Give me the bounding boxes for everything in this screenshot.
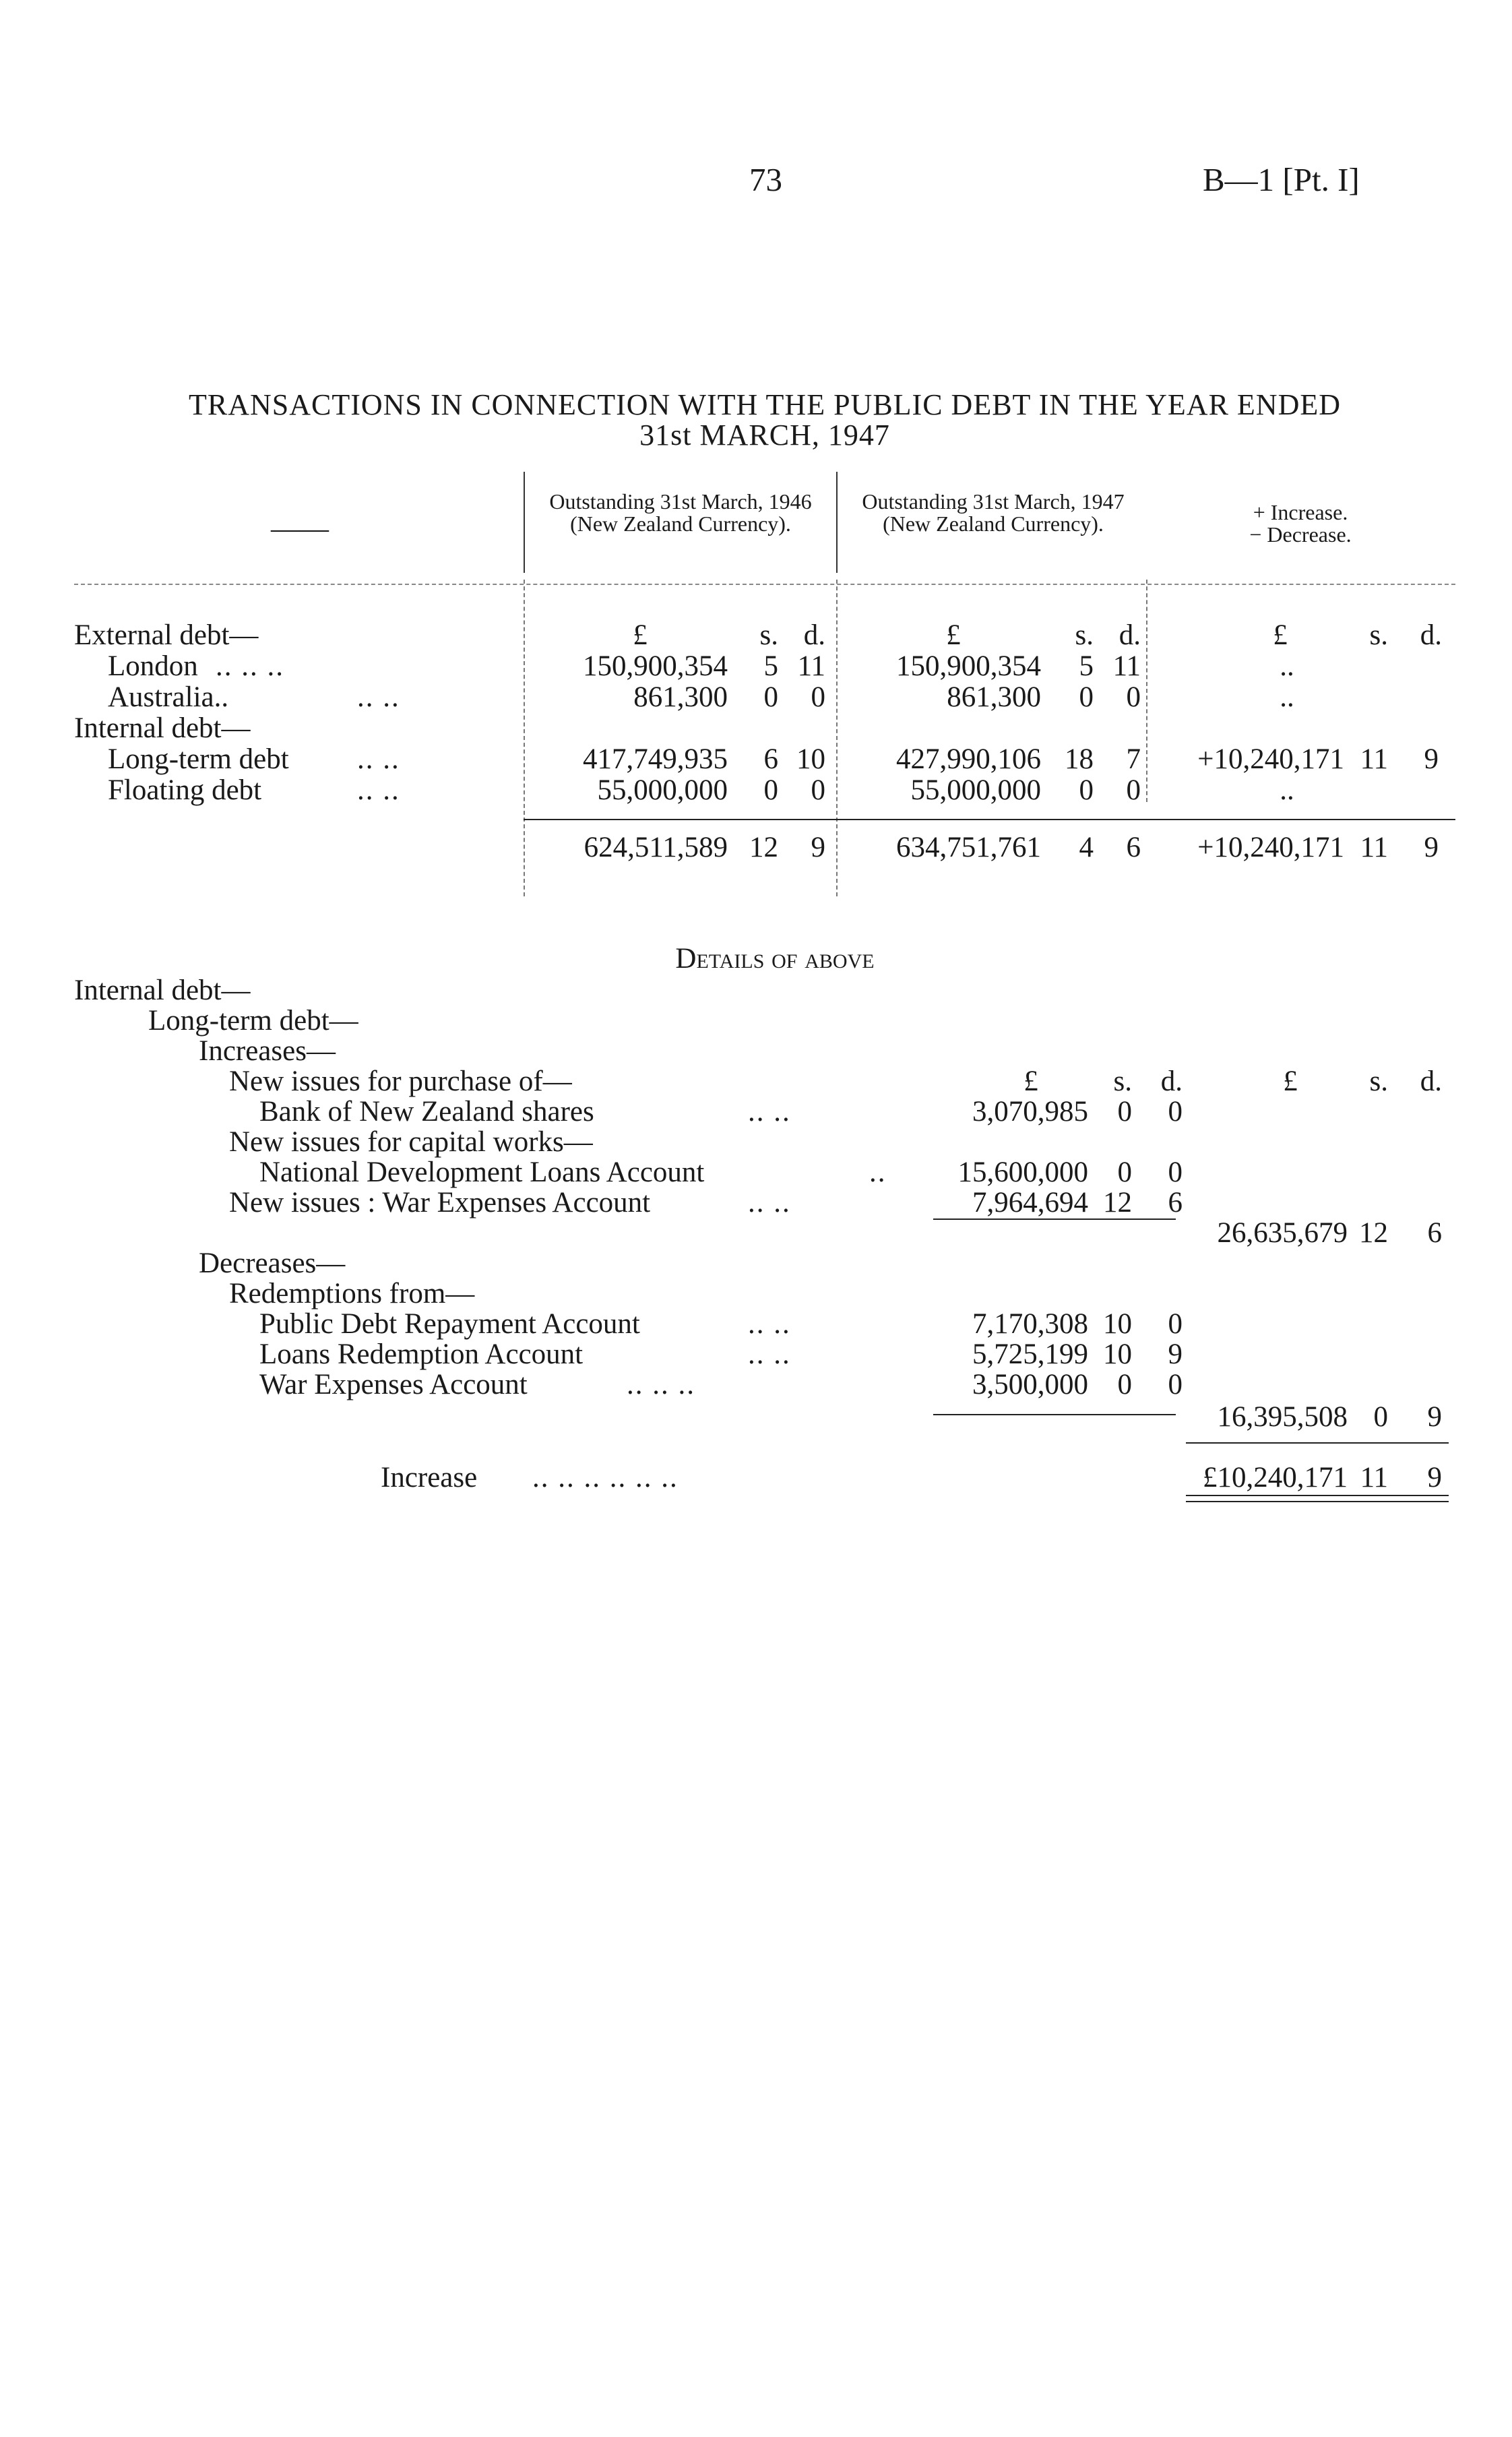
increase-item-pounds: 15,600,000 (957, 1156, 1088, 1188)
document-reference: B—1 [Pt. I] (1203, 161, 1360, 198)
final-double-rule (1186, 1495, 1449, 1496)
decrease-item-pence: 9 (1168, 1338, 1183, 1370)
leader-dots: .. .. (357, 743, 400, 775)
pence-unit: d. (803, 619, 825, 651)
increase-item-pounds: 7,964,694 (972, 1187, 1088, 1218)
row-label: London (108, 650, 198, 682)
shilling-unit: s. (1369, 619, 1388, 651)
cell-1947-pence: 7 (1126, 743, 1141, 775)
leader-dots: .. .. (357, 681, 400, 713)
increase-item-shillings: 0 (1117, 1096, 1132, 1128)
cell-1947-pounds: 427,990,106 (896, 743, 1041, 775)
row-label: External debt— (74, 619, 259, 651)
cell-1947-shillings: 18 (1065, 743, 1094, 775)
pound-unit: £ (1283, 1066, 1298, 1097)
total-1947-shillings: 4 (1079, 832, 1094, 863)
cell-1946-shillings: 6 (763, 743, 778, 775)
increase-item-pounds: 3,070,985 (972, 1096, 1088, 1128)
cell-1947-pence: 11 (1112, 650, 1141, 682)
cell-1946-pence: 0 (811, 681, 825, 713)
net-increase-shillings: 11 (1360, 1462, 1388, 1493)
cell-1946-pence: 0 (811, 774, 825, 806)
page-title: TRANSACTIONS IN CONNECTION WITH THE PUBLIC DEBT IN THE YEAR ENDED (188, 388, 1342, 421)
cell-change-pounds: .. (1280, 681, 1294, 713)
shilling-unit: s. (1075, 619, 1094, 651)
column-divider (524, 580, 525, 896)
decrease-item-shillings: 10 (1103, 1338, 1132, 1370)
column-divider (836, 580, 838, 896)
increase-item-pence: 0 (1168, 1096, 1183, 1128)
increase-item-label: National Development Loans Account (259, 1156, 705, 1188)
header-rule (74, 584, 1455, 585)
increases-heading: Increases— (199, 1035, 336, 1067)
increases-total-pounds: 26,635,679 (1217, 1217, 1348, 1249)
cell-1947-pence: 0 (1126, 774, 1141, 806)
cell-1947-shillings: 0 (1079, 681, 1094, 713)
decrease-item-shillings: 10 (1103, 1308, 1132, 1340)
cell-1947-shillings: 0 (1079, 774, 1094, 806)
pound-unit: £ (946, 619, 961, 651)
leader-dots: .. .. (748, 1308, 791, 1340)
total-1946-shillings: 12 (749, 832, 778, 863)
leader-dots: .. .. .. (627, 1369, 695, 1400)
total-rule (524, 819, 1455, 820)
long-term-debt-heading: Long-term debt— (148, 1005, 358, 1037)
leader-dots: .. (869, 1156, 887, 1188)
increases-subtotal-rule (933, 1218, 1176, 1220)
leader-dots: .. .. .. (216, 650, 284, 682)
cell-1946-pounds: 55,000,000 (597, 774, 728, 806)
cell-1947-shillings: 5 (1079, 650, 1094, 682)
purchase-heading: New issues for purchase of— (229, 1066, 572, 1097)
cell-change-pounds: .. (1280, 650, 1294, 682)
cell-1947-pounds: 150,900,354 (896, 650, 1041, 682)
page-number: 73 (749, 161, 782, 198)
cell-change-pence: 9 (1424, 743, 1439, 775)
total-1946-pence: 9 (811, 832, 825, 863)
decreases-total-pence: 9 (1427, 1401, 1442, 1433)
cell-change-pounds: +10,240,171 (1197, 743, 1344, 775)
redemptions-heading: Redemptions from— (229, 1278, 475, 1309)
cell-1947-pounds: 861,300 (947, 681, 1041, 713)
total-change-pence: 9 (1424, 832, 1439, 863)
total-1946-pounds: 624,511,589 (584, 832, 728, 863)
pound-unit: £ (1023, 1066, 1038, 1097)
decrease-item-pounds: 7,170,308 (972, 1308, 1088, 1340)
increase-label: Increase (381, 1462, 478, 1493)
decrease-item-label: Public Debt Repayment Account (259, 1308, 640, 1340)
row-label: Internal debt— (74, 712, 251, 744)
column-divider (1146, 580, 1147, 802)
total-1947-pence: 6 (1126, 832, 1141, 863)
decrease-legend: − Decrease. (1249, 522, 1352, 547)
page-subtitle: 31st MARCH, 1947 (639, 419, 890, 452)
total-change-pounds: +10,240,171 (1197, 832, 1344, 863)
cell-change-pounds: .. (1280, 774, 1294, 806)
cell-1947-pounds: 55,000,000 (910, 774, 1041, 806)
pence-unit: d. (1160, 1066, 1183, 1097)
decreases-subtotal-rule (933, 1414, 1176, 1415)
decreases-heading: Decreases— (199, 1247, 346, 1279)
pound-unit: £ (1273, 619, 1288, 651)
cell-1946-pounds: 417,749,935 (583, 743, 728, 775)
column-heading-1947: Outstanding 31st March, 1947 (New Zealand Currency). (862, 489, 1125, 536)
row-label: Long-term debt (108, 743, 289, 775)
column-divider (524, 472, 525, 573)
pence-unit: d. (1420, 1066, 1442, 1097)
cell-1946-pence: 10 (796, 743, 825, 775)
row-label: Floating debt (108, 774, 262, 806)
cell-1946-shillings: 5 (763, 650, 778, 682)
cell-change-shillings: 11 (1360, 743, 1388, 775)
leader-dots: .. .. (748, 1096, 791, 1128)
row-label: Australia.. (108, 681, 229, 713)
blank-column-heading: —— (271, 513, 329, 545)
cell-1946-shillings: 0 (763, 774, 778, 806)
cell-1946-pounds: 150,900,354 (583, 650, 728, 682)
decrease-item-label: Loans Redemption Account (259, 1338, 584, 1370)
column-heading-change (1199, 501, 1401, 546)
pound-unit: £ (633, 619, 648, 651)
leader-dots: .. .. .. .. .. .. (532, 1462, 679, 1493)
decrease-item-pence: 0 (1168, 1369, 1183, 1400)
decrease-item-pounds: 3,500,000 (972, 1369, 1088, 1400)
decrease-item-pence: 0 (1168, 1308, 1183, 1340)
shilling-unit: s. (1113, 1066, 1132, 1097)
shilling-unit: s. (1369, 1066, 1388, 1097)
shilling-unit: s. (759, 619, 778, 651)
increase-item-pence: 0 (1168, 1156, 1183, 1188)
column-heading-1946: Outstanding 31st March, 1946 (New Zealand Currency). (549, 489, 812, 536)
internal-debt-heading: Internal debt— (74, 975, 251, 1006)
decrease-item-shillings: 0 (1117, 1369, 1132, 1400)
cell-1946-pounds: 861,300 (633, 681, 728, 713)
leader-dots: .. .. (748, 1338, 791, 1370)
cell-1947-pence: 0 (1126, 681, 1141, 713)
increase-item-label: New issues : War Expenses Account (229, 1187, 651, 1218)
total-change-shillings: 11 (1360, 832, 1388, 863)
decreases-total-shillings: 0 (1373, 1401, 1388, 1433)
net-increase-pence: 9 (1427, 1462, 1442, 1493)
leader-dots: .. .. (357, 774, 400, 806)
decrease-item-label: War Expenses Account (259, 1369, 528, 1400)
increase-item-shillings: 12 (1103, 1187, 1132, 1218)
leader-dots: .. .. (748, 1187, 791, 1218)
pence-unit: d. (1119, 619, 1141, 651)
column-divider (836, 472, 838, 573)
increases-total-pence: 6 (1427, 1217, 1442, 1249)
increase-item-pence: 6 (1168, 1187, 1183, 1218)
net-increase-pounds: £10,240,171 (1203, 1462, 1348, 1493)
capital-works-heading: New issues for capital works— (229, 1126, 593, 1158)
cell-1946-pence: 11 (797, 650, 825, 682)
decrease-item-pounds: 5,725,199 (972, 1338, 1088, 1370)
increase-item-shillings: 0 (1117, 1156, 1132, 1188)
balance-rule (1186, 1442, 1449, 1444)
increases-total-shillings: 12 (1359, 1217, 1388, 1249)
cell-1946-shillings: 0 (763, 681, 778, 713)
details-heading: Details of above (675, 943, 875, 975)
pence-unit: d. (1420, 619, 1442, 651)
final-double-rule (1186, 1501, 1449, 1502)
increase-item-label: Bank of New Zealand shares (259, 1096, 594, 1128)
decreases-total-pounds: 16,395,508 (1217, 1401, 1348, 1433)
total-1947-pounds: 634,751,761 (896, 832, 1041, 863)
increase-legend: + Increase. (1253, 500, 1348, 524)
